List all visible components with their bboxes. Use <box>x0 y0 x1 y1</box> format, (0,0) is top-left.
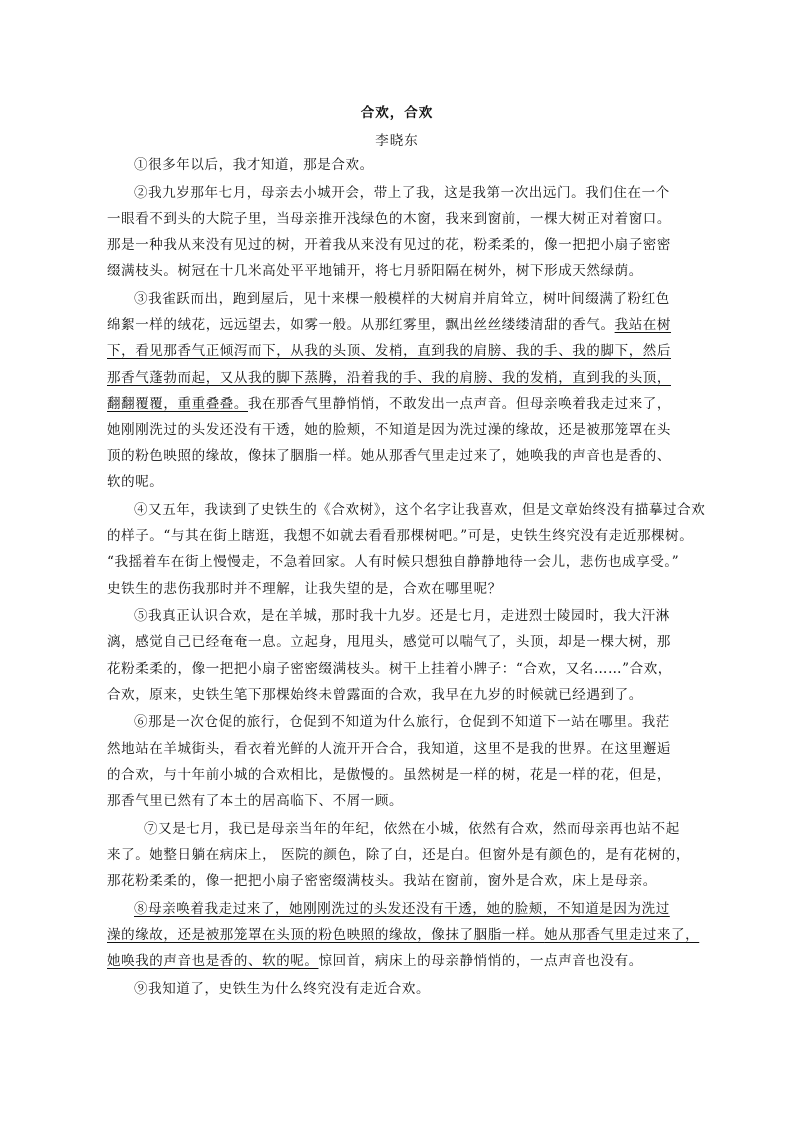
text-line <box>107 286 699 312</box>
text-line <box>107 312 699 338</box>
text-line <box>107 417 699 443</box>
text-segment: 史铁生的悲伤我那时并不理解，让我失望的是，合欢在哪里呢？ <box>107 580 502 597</box>
text-line <box>107 736 699 762</box>
underlined-text: 翻翻覆覆，重重叠叠。 <box>107 395 248 412</box>
paragraph <box>107 709 699 814</box>
underlined-text: 她唤我的声音也是香的、软的呢。 <box>107 953 319 970</box>
text-line <box>107 576 699 602</box>
text-segment: 的合欢，与十年前小城的合欢相比，是傲慢的。虽然树是一样的树，花是一样的花，但是， <box>107 766 671 783</box>
underlined-text: 我站在树 <box>614 317 672 334</box>
paragraph <box>107 896 699 975</box>
text-segment: 她刚刚洗过的头发还没有干透，她的脸颊，不知道是因为洗过澡的缘故，还是被那笼罩在头 <box>107 421 671 438</box>
text-line <box>107 976 699 1002</box>
text-line <box>107 443 699 469</box>
text-line <box>107 788 699 814</box>
text-line <box>107 842 699 868</box>
text-segment: ②我九岁那年七月，母亲去小城开会，带上了我，这是我第一次出远门。我们住在一个 <box>134 184 670 201</box>
text-segment: 那是一种我从来没有见过的树，开着我从来没有见过的花，粉柔柔的，像一把把小扇子密密 <box>107 237 671 254</box>
text-line <box>107 922 699 948</box>
text-line <box>107 206 699 232</box>
text-line <box>107 948 699 974</box>
text-segment: 缀满枝头。树冠在十几米高处平平地铺开，将七月骄阳隔在树外，树下形成天然绿荫。 <box>107 263 643 280</box>
text-line <box>107 258 699 284</box>
text-segment: 合欢，原来，史铁生笔下那棵始终未曾露面的合欢，我早在九岁的时候就已经遇到了。 <box>107 686 643 703</box>
paragraph <box>107 286 699 496</box>
text-line <box>107 549 699 575</box>
text-segment: 软的呢。 <box>107 474 164 491</box>
text-segment: ⑦又是七月，我已是母亲当年的年纪，依然在小城，依然有合欢，然而母亲再也站不起 <box>144 820 680 837</box>
text-segment: 顶的粉色映照的缘故，像抹了胭脂一样。她从那香气里走过来了，她唤我的声音也是香的、 <box>107 448 671 465</box>
paragraph <box>107 816 699 895</box>
text-line <box>107 868 699 894</box>
text-segment: 的样子。“与其在街上瞎逛，我想不如就去看看那棵树吧。”可是，史铁生终究没有走近那棵树。 <box>107 528 694 545</box>
text-segment: ⑥那是一次仓促的旅行，仓促到不知道为什么旅行，仓促到不知道下一站在哪里。我茫 <box>134 714 670 731</box>
paragraph <box>107 976 699 1002</box>
text-line <box>107 603 699 629</box>
text-segment: “我摇着车在街上慢慢走，不急着回家。人有时候只想独自静静地待一会儿，悲伤也成享受。” <box>107 554 680 571</box>
underlined-text: 她从那香气里走过来了， <box>544 926 700 943</box>
text-line <box>107 232 699 258</box>
text-segment: ⑨我知道了，史铁生为什么终究没有走近合欢。 <box>134 980 431 997</box>
text-line <box>107 391 699 417</box>
text-line <box>107 523 699 549</box>
text-line <box>107 709 699 735</box>
text-segment: 那花粉柔柔的，像一把把小扇子密密缀满枝头。我站在窗前，窗外是合欢，床上是母亲。 <box>107 873 657 890</box>
text-segment: 漓，感觉自己已经奄奄一息。立起身，甩甩头，感觉可以喘气了，头顶，却是一棵大树，那 <box>107 634 671 651</box>
text-line <box>107 682 699 708</box>
author-name: 李晓东 <box>375 133 419 149</box>
paragraph <box>107 603 699 708</box>
article-title: 合欢，合欢 <box>360 105 434 121</box>
text-line <box>107 338 699 364</box>
text-segment: 那香气里已然有了本土的居高临下、不屑一顾。 <box>107 793 404 809</box>
text-segment: ①很多年以后，我才知道，那是合欢。 <box>134 157 374 173</box>
text-segment: ④又五年，我读到了史铁生的《合欢树》，这个名字让我喜欢，但是文章始终没有描摹过合欢 <box>134 501 706 518</box>
text-line <box>107 762 699 788</box>
text-segment: 惊回首，病床上的母亲静悄悄的，一点声音也没有。 <box>318 953 643 970</box>
text-line <box>107 180 699 206</box>
text-segment: 一眼看不到头的大院子里，当母亲推开浅绿色的木窗，我来到窗前，一棵大树正对着窗口。 <box>107 210 671 227</box>
text-line <box>107 816 699 842</box>
text-segment: ⑤我真正认识合欢，是在羊城，那时我十九岁。还是七月，走进烈士陵园时，我大汗淋 <box>134 608 670 625</box>
text-segment: 然地站在羊城街头，看衣着光鲜的人流开开合合，我知道，这里不是我的世界。在这里邂逅 <box>107 740 671 757</box>
text-line <box>107 896 699 922</box>
underlined-text: 那香气蓬勃而起，又从我的脚下蒸腾，沿着我的手、我的肩膀、我的发梢，直到我的头顶， <box>107 369 671 386</box>
paragraph <box>107 180 699 285</box>
underlined-text: 澡的缘故，还是被那笼罩在头顶的粉色映照的缘故，像抹了胭脂一样。 <box>107 926 545 943</box>
underlined-text: ⑧母亲唤着我走过来了，她刚刚洗过的头发还没有干透，她的脸颊，不知道是因为洗过 <box>134 900 670 917</box>
text-line <box>107 365 699 391</box>
text-segment: 绵絮一样的绒花，远远望去，如雾一般。从那红雾里，飘出丝丝缕缕清甜的香气。 <box>107 317 615 334</box>
text-segment: 花粉柔柔的，像一把把小扇子密密缀满枝头。树干上挂着小牌子：“合欢，又名……”合欢， <box>107 660 672 677</box>
text-line <box>107 629 699 655</box>
text-line <box>107 152 699 178</box>
article-body <box>107 152 706 1004</box>
text-segment: ③我雀跃而出，跑到屋后，见十来棵一般模样的大树肩并肩耸立，树叶间缀满了粉红色 <box>134 290 670 307</box>
paragraph <box>107 497 706 602</box>
text-line <box>107 469 699 495</box>
text-line <box>107 656 699 682</box>
text-segment: 我在那香气里静悄悄，不敢发出一点声音。但母亲唤着我走过来了， <box>248 395 671 412</box>
text-line <box>107 497 706 523</box>
text-segment: 来了。她整日躺在病床上， 医院的颜色，除了白，还是白。但窗外是有颜色的，是有花树的， <box>107 846 690 863</box>
underlined-text: 下，看见那香气正倾泻而下，从我的头顶、发梢，直到我的肩膀、我的手、我的脚下，然后 <box>107 343 671 360</box>
paragraph <box>107 152 699 178</box>
